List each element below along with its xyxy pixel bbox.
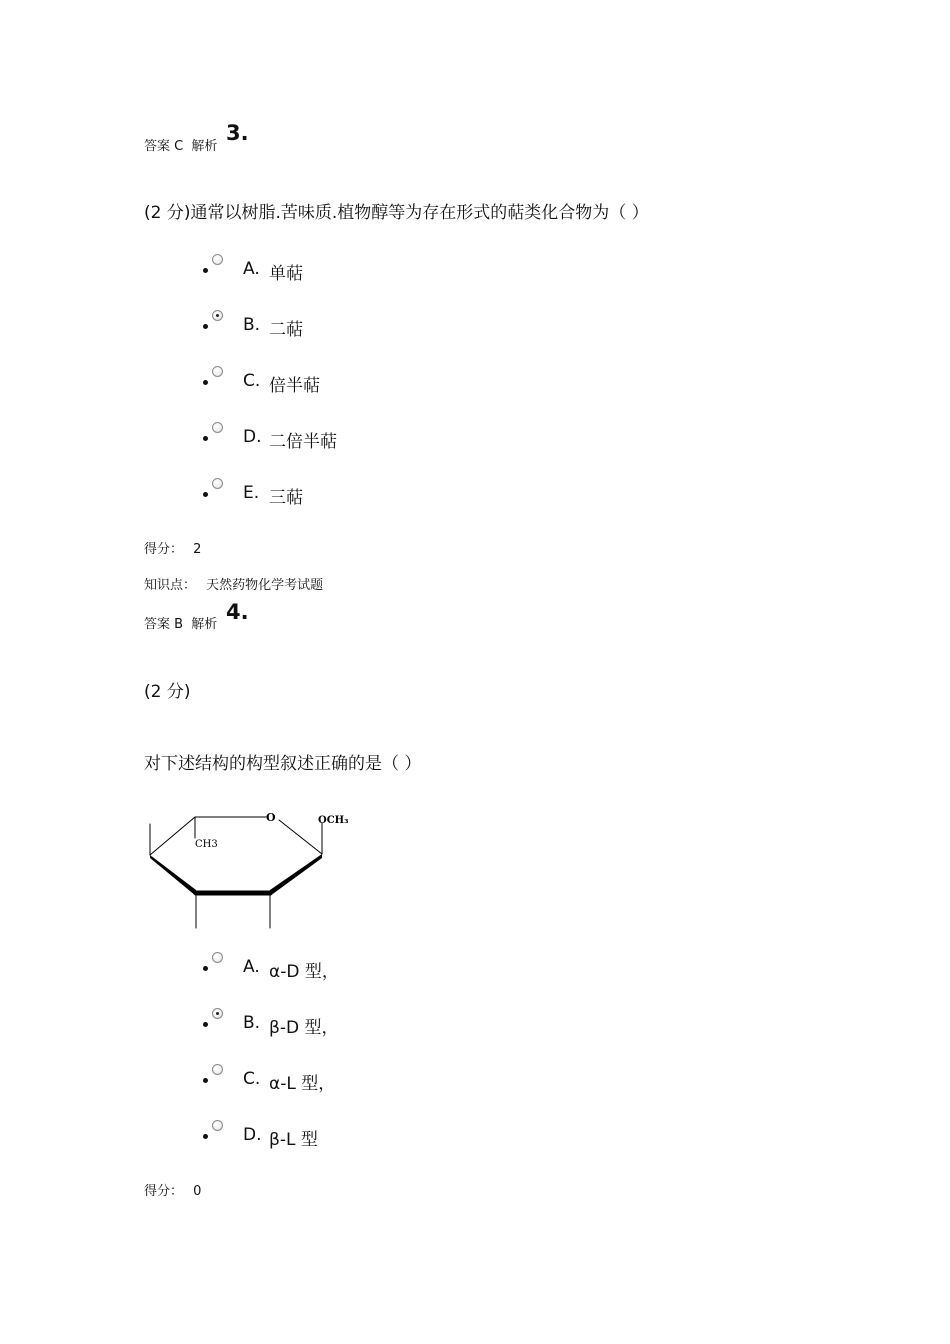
analysis-label: 解析 (191, 617, 218, 632)
analysis-label: 解析 (191, 139, 218, 154)
knowledge-point-label: 知识点： (144, 578, 197, 593)
option-text: 三萜 (269, 488, 303, 508)
bullet-icon (203, 492, 208, 497)
pyranose-structure (140, 808, 360, 932)
answer-label: 答案 (144, 617, 171, 632)
score-label: 得分： (144, 542, 184, 557)
option-letter: B. (243, 1013, 261, 1033)
option-text: 倍半萜 (269, 376, 320, 396)
radio-icon[interactable] (212, 952, 223, 963)
score-line (144, 1180, 201, 1199)
option-d[interactable] (200, 422, 500, 452)
ring-bond-wedge (270, 854, 322, 896)
option-b[interactable] (200, 310, 500, 340)
bullet-icon (203, 1134, 208, 1139)
option-letter: B. (243, 315, 261, 335)
option-a[interactable] (200, 952, 500, 982)
bullet-icon (203, 966, 208, 971)
score-value: 0 (193, 1184, 202, 1199)
knowledge-point-line (144, 574, 323, 593)
radio-icon[interactable] (212, 254, 223, 265)
option-c[interactable] (200, 1064, 500, 1094)
ch3-label: CH3 (195, 839, 218, 850)
knowledge-point-value: 天然药物化学考试题 (206, 578, 324, 593)
option-text: 单萜 (269, 264, 303, 284)
option-letter: C. (243, 1069, 261, 1089)
och3-label: OCH₃ (318, 815, 349, 826)
bullet-icon (203, 436, 208, 441)
question-stem: (2 分)通常以树脂.苦味质.植物醇等为存在形式的萜类化合物为（ ） (144, 203, 649, 223)
radio-checked-icon[interactable] (212, 310, 223, 321)
answer-value: B (174, 617, 184, 632)
question-points: (2 分) (144, 682, 191, 702)
option-text: α-L 型， (269, 1074, 336, 1094)
option-a[interactable] (200, 254, 500, 284)
radio-icon[interactable] (212, 1120, 223, 1131)
answer-value: C (174, 139, 184, 154)
ring-bond-wedge (150, 855, 196, 896)
option-d[interactable] (200, 1120, 500, 1150)
bullet-icon (203, 324, 208, 329)
option-b[interactable] (200, 1008, 500, 1038)
bullet-icon (203, 1078, 208, 1083)
ring-oxygen-label: O (266, 811, 276, 824)
answer-label: 答案 (144, 139, 171, 154)
bullet-icon (203, 268, 208, 273)
score-label: 得分： (144, 1184, 184, 1199)
option-c[interactable] (200, 366, 500, 396)
option-e[interactable] (200, 478, 500, 508)
question-number: 4. (226, 600, 249, 624)
prev-answer-line (144, 135, 217, 154)
option-text: α-D 型， (269, 962, 339, 982)
radio-icon[interactable] (212, 478, 223, 489)
answer-line (144, 613, 217, 632)
radio-icon[interactable] (212, 1064, 223, 1075)
option-letter: C. (243, 371, 261, 391)
bullet-icon (203, 380, 208, 385)
score-line (144, 538, 201, 557)
score-value: 2 (193, 542, 202, 557)
radio-icon[interactable] (212, 366, 223, 377)
option-text: β-L 型 (269, 1130, 318, 1150)
question-number: 3. (226, 121, 249, 145)
option-letter: D. (243, 427, 262, 447)
option-text: 二倍半萜 (269, 432, 337, 452)
radio-checked-icon[interactable] (212, 1008, 223, 1019)
bullet-icon (203, 1022, 208, 1027)
option-letter: E. (243, 483, 260, 503)
ring-bond (279, 820, 322, 854)
option-letter: D. (243, 1125, 262, 1145)
option-letter: A. (243, 957, 260, 977)
option-letter: A. (243, 259, 260, 279)
radio-icon[interactable] (212, 422, 223, 433)
option-text: β-D 型， (269, 1018, 339, 1038)
option-text: 二萜 (269, 320, 303, 340)
question-stem: 对下述结构的构型叙述正确的是（ ） (144, 754, 422, 774)
ring-bond (150, 817, 195, 855)
